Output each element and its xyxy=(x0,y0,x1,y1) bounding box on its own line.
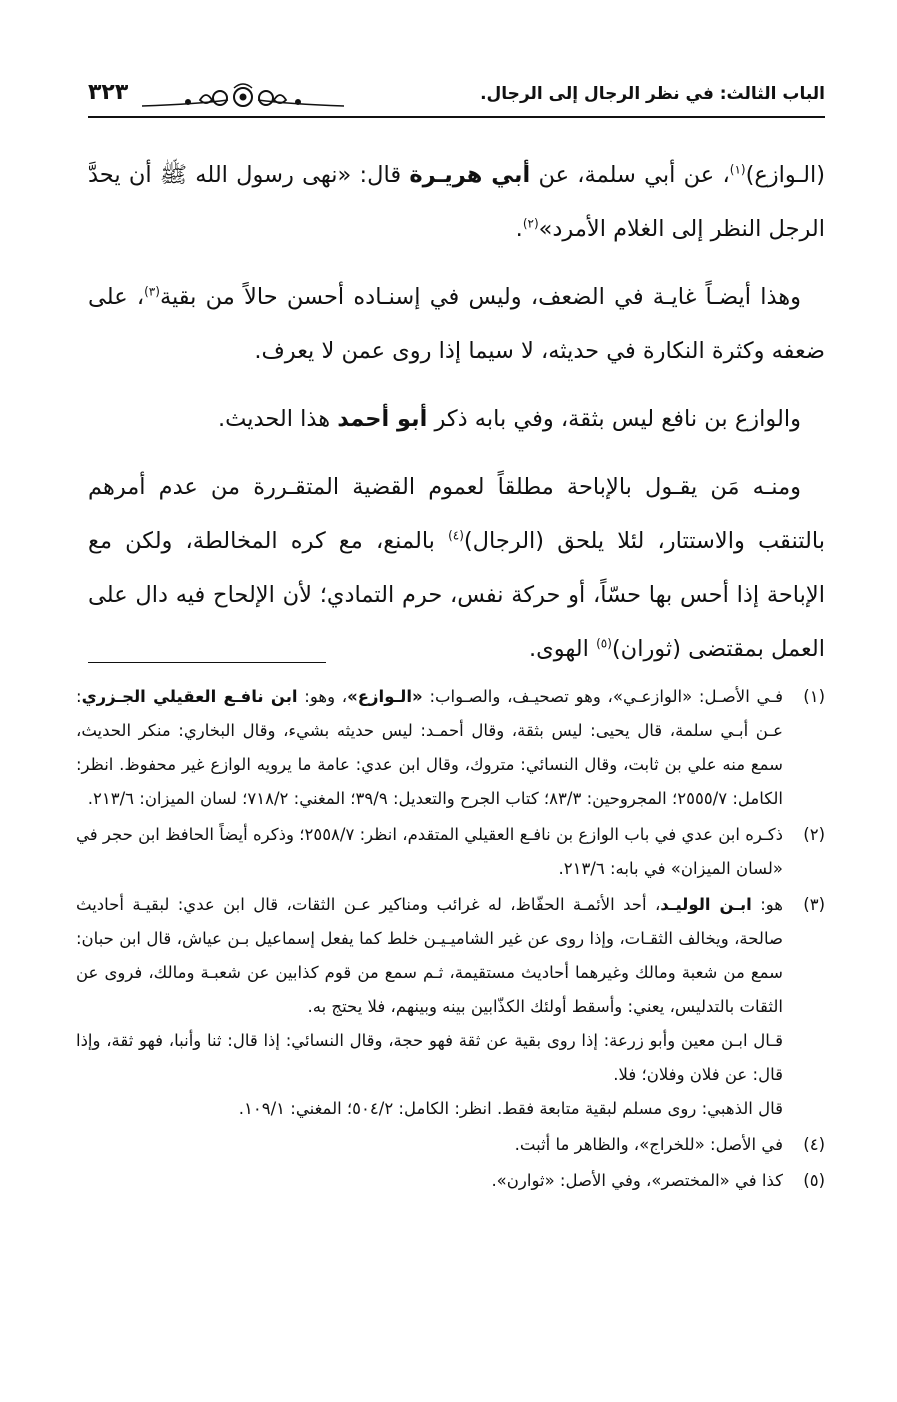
footnote: (٣) هو: ابـن الوليـد، أحد الأئمـة الحفّاظ، له غرائب ومناكير عـن الثقات، قال ابن عدي: لبقيـة أحاديث صالحة، ويخالف الثقـات، وإذا روى عن غير الشاميـيـن خلط كما يفعل إسماعيل بـن عياش، قال ابن حبان: سمع من شعبة ومالك وغيرهما أحاديث مستقيمة، ثـم سمع من قوم كذابين عن شعبـة ومالك، فروى عن الثقات بالتدليس، يعني: وأسقط أولئك الكذّابين بينه وبينهم، فلا يحتج به. قـال ابـن معين وأبو زرعة: إذا روى بقية عن ثقة فهو حجة، وقال النسائي: إذا قال: ثنا وأنبا، فهو ثقة، وإذا قال: عن فلان وفلان؛ فلا. قال الذهبي: روى مسلم لبقية متابعة فقط. انظر: الكامل: ٥٠٤/٢؛ المغني: ١٠٩/١. xyxy=(76,888,825,1126)
footnote-ref-5: (٥) xyxy=(596,636,612,651)
footnote-number: (١) xyxy=(803,687,825,706)
ornament-icon xyxy=(138,82,348,112)
paragraph-4: ومنـه مَن يقـول بالإباحة مطلقاً لعموم القضية المتقـررة من عدم أمرهم بالتنقب والاستتار، لئلا يلحق (الرجال)$^{(٤)}$ بالمنع، مع كره المخالطة، ولكن مع الإباحة إذا أحس بها حسّاً، أو حركة نفس، حرم التمادي؛ لأن الإلحاح فيه دال على العمل بمقتضى (ثوران)$^{(٥)}$ الهوى. xyxy=(88,474,825,662)
page-number: ٣٢٣ xyxy=(88,80,129,105)
footnote: (٥) كذا في «المختصر»، وفي الأصل: «ثوارن». xyxy=(76,1164,825,1198)
footnote: (٤) في الأصل: «للخراج»، والظاهر ما أثبت. xyxy=(76,1128,825,1162)
footnote-number: (٢) xyxy=(803,825,825,844)
footnote: (١) فـي الأصـل: «الوازعـي»، وهو تصحيـف، والصـواب: «الـوازع»، وهو: ابن نافـع العقيلي الجـزري: عـن أبـي سلمة، قال يحيى: ليس بثقة، وقال أحمـد: ليس حديثه بشيء، وقال البخاري: منكر الحديث، سمع منه علي بن ثابت، وقال النسائي: متروك، وقال ابن عدي: عامة ما يرويه الوازع غير محفوظ. انظر: الكامل: ٢٥٥٥/٧؛ المجروحين: ٨٣/٣؛ كتاب الجرح والتعديل: ٣٩/٩؛ المغني: ٧١٨/٢؛ لسان الميزان: ٢١٣/٦. xyxy=(76,680,825,816)
footnote: (٢) ذكـره ابن عدي في باب الوازع بن نافـع العقيلي المتقدم، انظر: ٢٥٥٨/٧؛ وذكره أيضاً الحافظ ابن حجر في «لسان الميزان» في بابه: ٢١٣/٦. xyxy=(76,818,825,886)
main-text xyxy=(88,148,825,690)
footnote-separator xyxy=(88,662,326,663)
paragraph-3: والوازع بن نافع ليس بثقة، وفي بابه ذكر أبو أحمد هذا الحديث. xyxy=(218,406,801,432)
footnote-ref-2: (٢) xyxy=(522,216,539,231)
footnote-number: (٤) xyxy=(803,1135,825,1154)
narrator-name: أبي هريـرة xyxy=(409,162,531,188)
paragraph-1: (الـوازع)$^{(١)}$، عن أبي سلمة، عن أبي هريـرة قال: «نهى رسول الله ﷺ أن يحدَّ الرجل النظر إلى الغلام الأمرد»$^{(٢)}$. xyxy=(88,162,825,242)
footnote-number: (٣) xyxy=(803,895,825,914)
author-name: أبو أحمد xyxy=(337,406,428,432)
footnote-ref-3: (٣) xyxy=(144,284,160,299)
header-rule xyxy=(88,116,825,118)
running-title: الباب الثالث: في نظر الرجال إلى الرجال. xyxy=(480,84,825,104)
footnote-number: (٥) xyxy=(803,1171,825,1190)
footnotes xyxy=(76,680,825,1200)
paragraph-2: وهذا أيضـاً غايـة في الضعف، وليس في إسنـاده أحسن حالاً من بقية$^{(٣)}$، على ضعفه وكثرة النكارة في حديثه، لا سيما إذا روى عمن لا يعرف. xyxy=(88,284,825,364)
page-header xyxy=(88,78,825,128)
footnote-ref-4: (٤) xyxy=(448,528,464,543)
footnote-ref-1: (١) xyxy=(729,162,746,177)
